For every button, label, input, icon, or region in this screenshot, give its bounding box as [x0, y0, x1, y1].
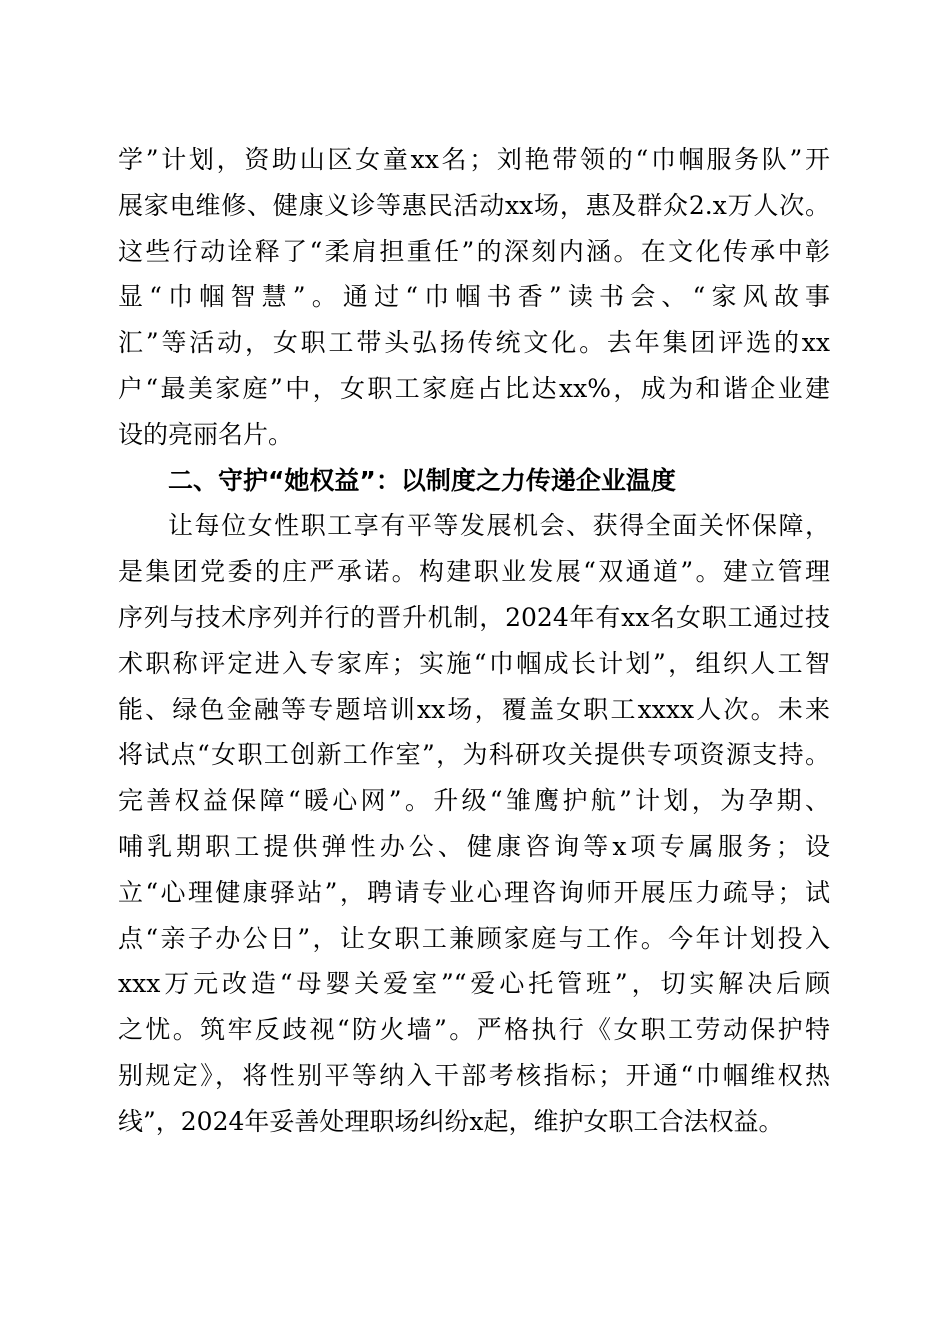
text-line: 之忧。筑牢反歧视“防火墙”。严格执行《女职工劳动保护特 — [118, 1015, 830, 1045]
text-line: xxx万元改造“母婴关爱室”“爱心托管班”，切实解决后顾 — [118, 969, 830, 999]
text-line: 哺乳期职工提供弹性办公、健康咨询等x项专属服务；设 — [118, 831, 830, 861]
text-line: 将试点“女职工创新工作室”，为科研攻关提供专项资源支持。 — [118, 740, 830, 770]
text-line: 别规定》，将性别平等纳入干部考核指标；开通“巾帼维权热 — [118, 1060, 830, 1090]
text-line: 是集团党委的庄严承诺。构建职业发展“双通道”。建立管理 — [118, 557, 830, 587]
text-line: 线”，2024年妥善处理职场纠纷x起，维护女职工合法权益。 — [118, 1106, 784, 1136]
section-heading: 二、守护“她权益”：以制度之力传递企业温度 — [168, 465, 676, 495]
text-line: 让每位女性职工享有平等发展机会、获得全面关怀保障， — [168, 511, 830, 541]
text-line: 序列与技术序列并行的晋升机制，2024年有xx名女职工通过技 — [118, 602, 830, 632]
text-line: 显“巾帼智慧”。通过“巾帼书香”读书会、“家风故事 — [118, 282, 830, 312]
text-line: 点“亲子办公日”，让女职工兼顾家庭与工作。今年计划投入 — [118, 923, 830, 953]
text-line: 这些行动诠释了“柔肩担重任”的深刻内涵。在文化传承中彰 — [118, 236, 830, 266]
text-line: 汇”等活动，女职工带头弘扬传统文化。去年集团评选的xx — [118, 328, 830, 358]
text-line: 展家电维修、健康义诊等惠民活动xx场，惠及群众2.x万人次。 — [118, 190, 830, 220]
text-line: 户“最美家庭”中，女职工家庭占比达xx%，成为和谐企业建 — [118, 373, 830, 403]
document-body — [118, 137, 830, 1145]
paragraph-2 — [118, 503, 830, 1144]
text-line: 立“心理健康驿站”，聘请专业心理咨询师开展压力疏导；试 — [118, 877, 830, 907]
text-line: 术职称评定进入专家库；实施“巾帼成长计划”，组织人工智 — [118, 648, 830, 678]
text-line: 能、绿色金融等专题培训xx场，覆盖女职工xxxx人次。未来 — [118, 694, 830, 724]
paragraph-1 — [118, 137, 830, 458]
text-line: 学”计划，资助山区女童xx名；刘艳带领的“巾帼服务队”开 — [118, 145, 830, 174]
text-line: 完善权益保障“暖心网”。升级“雏鹰护航”计划，为孕期、 — [118, 786, 830, 816]
text-line: 设的亮丽名片。 — [118, 419, 294, 449]
